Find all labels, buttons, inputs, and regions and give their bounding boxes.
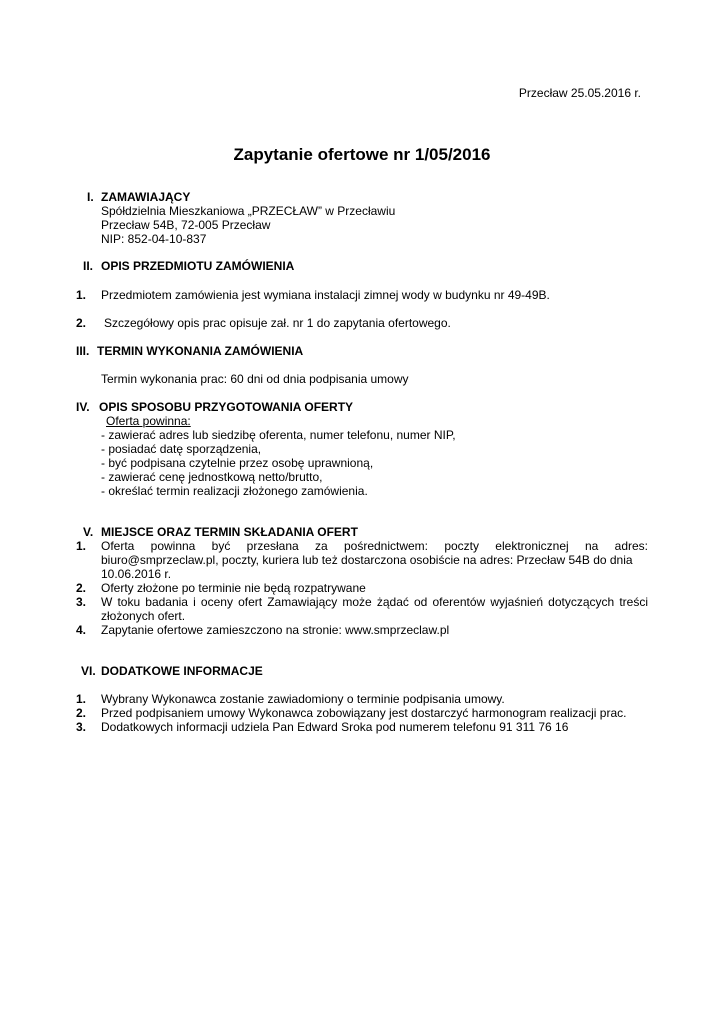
- list-item: Przedmiotem zamówienia jest wymiana instalacji zimnej wody w budynku nr 49-49B.: [101, 288, 550, 302]
- list-item: Szczegółowy opis prac opisuje zał. nr 1 do zapytania ofertowego.: [104, 316, 451, 330]
- list-item: - być podpisana czytelnie przez osobę uprawnioną,: [101, 456, 374, 470]
- section-heading: TERMIN WYKONANIA ZAMÓWIENIA: [97, 344, 304, 358]
- list-number: 1.: [76, 692, 87, 706]
- list-item: Dodatkowych informacji udziela Pan Edward Sroka pod numerem telefonu 91 311 76 16: [101, 720, 569, 734]
- section-numeral: VI.: [81, 664, 96, 678]
- section-heading: ZAMAWIAJĄCY: [101, 190, 191, 204]
- list-item: - określać termin realizacji złożonego zamówienia.: [101, 484, 368, 498]
- list-number: 1.: [76, 288, 87, 302]
- list-item-continuation: biuro@smprzeclaw.pl, poczty, kuriera lub też dostarczona osobiście na adres: Przecław 54B do dnia: [101, 553, 633, 567]
- section-heading: OPIS PRZEDMIOTU ZAMÓWIENIA: [101, 259, 295, 273]
- section-numeral: III.: [76, 344, 90, 358]
- list-number: 2.: [76, 706, 87, 720]
- ordering-party-address: Przecław 54B, 72-005 Przecław: [101, 218, 271, 232]
- list-item: - posiadać datę sporządzenia,: [101, 442, 262, 456]
- list-number: 2.: [76, 581, 87, 595]
- section-numeral: II.: [83, 259, 94, 273]
- list-item: Wybrany Wykonawca zostanie zawiadomiony o terminie podpisania umowy.: [101, 692, 505, 706]
- list-item: Zapytanie ofertowe zamieszczono na stronie: www.smprzeclaw.pl: [101, 623, 450, 637]
- list-item-continuation: 10.06.2016 r.: [101, 567, 172, 581]
- list-item: - zawierać cenę jednostkową netto/brutto,: [101, 470, 323, 484]
- list-number: 1.: [76, 539, 87, 553]
- ordering-party-nip: NIP: 852-04-10-837: [101, 232, 207, 246]
- section-numeral: I.: [87, 190, 94, 204]
- list-item: Przed podpisaniem umowy Wykonawca zobowiązany jest dostarczyć harmonogram realizacji prac.: [101, 706, 627, 720]
- section-heading: MIEJSCE ORAZ TERMIN SKŁADANIA OFERT: [101, 525, 358, 539]
- list-item: W toku badania i oceny ofert Zamawiający może żądać od oferentów wyjaśnień dotyczących treści: [101, 595, 648, 609]
- document-title: Zapytanie ofertowe nr 1/05/2016: [233, 145, 491, 164]
- place-date: Przecław 25.05.2016 r.: [518, 86, 641, 100]
- list-item: Oferty złożone po terminie nie będą rozpatrywane: [101, 581, 366, 595]
- ordering-party-name: Spółdzielnia Mieszkaniowa „PRZECŁAW” w Przecławiu: [101, 204, 396, 218]
- list-item: Oferta powinna być przesłana za pośrednictwem: poczty elektronicznej na adres:: [101, 539, 648, 553]
- completion-term: Termin wykonania prac: 60 dni od dnia podpisania umowy: [101, 372, 409, 386]
- list-number: 3.: [76, 595, 87, 609]
- section-numeral: V.: [83, 525, 94, 539]
- section-numeral: IV.: [76, 400, 90, 414]
- section-heading: DODATKOWE INFORMACJE: [101, 664, 263, 678]
- list-item: - zawierać adres lub siedzibę oferenta, numer telefonu, numer NIP,: [101, 428, 456, 442]
- offer-requirements-subheading: Oferta powinna:: [106, 414, 191, 428]
- list-number: 4.: [76, 623, 87, 637]
- section-heading: OPIS SPOSOBU PRZYGOTOWANIA OFERTY: [99, 400, 354, 414]
- list-item-continuation: złożonych ofert.: [101, 609, 186, 623]
- list-number: 2.: [76, 316, 87, 330]
- list-number: 3.: [76, 720, 87, 734]
